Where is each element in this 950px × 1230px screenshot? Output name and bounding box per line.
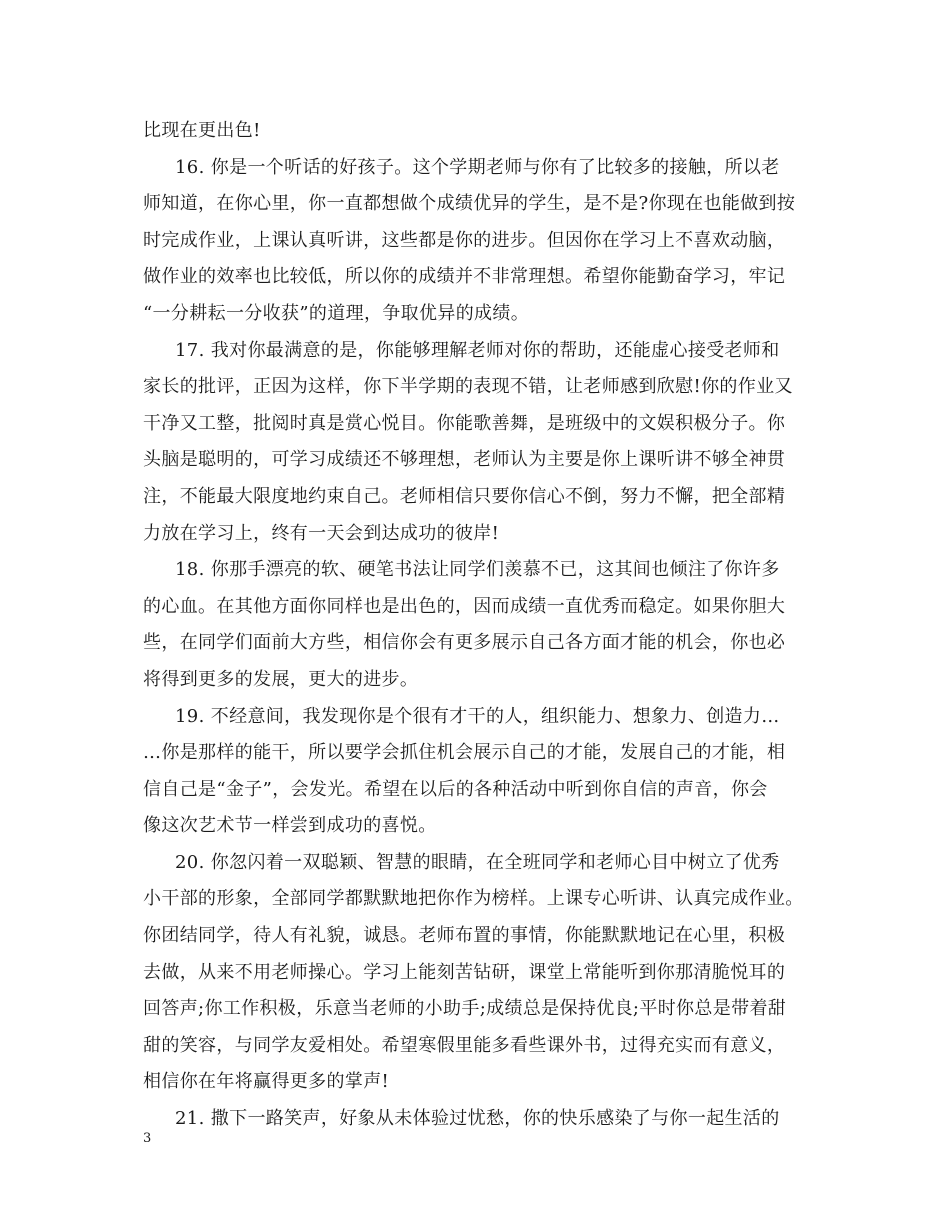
text-line: 头脑是聪明的，可学习成绩还不够理想，老师认为主要是你上课听讲不够全神贯 xyxy=(143,449,786,471)
text-line: 甜的笑容，与同学友爱相处。希望寒假里能多看些课外书，过得充实而有意义， xyxy=(143,1034,786,1056)
text-line: 比现在更出色! xyxy=(143,120,261,141)
text-line: 干净又工整，批阅时真是赏心悦目。你能歌善舞，是班级中的文娱积极分子。你 xyxy=(143,412,786,434)
text-line: “一分耕耘一分收获”的道理，争取优异的成绩。 xyxy=(143,302,530,324)
paragraph-start-16: 16. 你是一个听话的好孩子。这个学期老师与你有了比较多的接触，所以老 xyxy=(175,156,780,178)
text-line: 回答声;你工作积极，乐意当老师的小助手;成绩总是保持优良;平时你总是带着甜 xyxy=(143,998,787,1020)
text-line: 去做，从来不用老师操心。学习上能刻苦钻研，课堂上常能听到你那清脆悦耳的 xyxy=(143,961,786,983)
text-line: 家长的批评，正因为这样，你下半学期的表现不错，让老师感到欣慰!你的作业又 xyxy=(143,376,793,398)
paragraph-start-18: 18. 你那手漂亮的软、硬笔书法让同学们羡慕不已，这其间也倾注了你许多 xyxy=(175,559,780,581)
paragraph-start-17: 17. 我对你最满意的是，你能够理解老师对你的帮助，还能虚心接受老师和 xyxy=(175,339,780,361)
paragraph-start-20: 20. 你忽闪着一双聪颖、智慧的眼睛，在全班同学和老师心目中树立了优秀 xyxy=(175,851,780,873)
text-line: 的心血。在其他方面你同样也是出色的，因而成绩一直优秀而稳定。如果你胆大 xyxy=(143,595,786,617)
text-line: …你是那样的能干，所以要学会抓住机会展示自己的才能，发展自己的才能，相 xyxy=(143,742,786,764)
page-number: 3 xyxy=(143,1131,152,1146)
text-line: 小干部的形象，全部同学都默默地把你作为榜样。上课专心听讲、认真完成作业。 xyxy=(143,888,804,910)
text-line: 信自己是“金子”，会发光。希望在以后的各种活动中听到你自信的声音，你会 xyxy=(143,778,768,800)
text-line: 师知道，在你心里，你一直都想做个成绩优异的学生，是不是?你现在也能做到按 xyxy=(143,193,796,215)
text-line: 注，不能最大限度地约束自己。老师相信只要你信心不倒，努力不懈，把全部精 xyxy=(143,485,786,507)
text-line: 将得到更多的发展，更大的进步。 xyxy=(143,668,419,690)
body-text xyxy=(143,113,823,1138)
paragraph-start-19: 19. 不经意间，我发现你是个很有才干的人，组织能力、想象力、创造力… xyxy=(175,705,780,727)
text-line: 时完成作业，上课认真听讲，这些都是你的进步。但因你在学习上不喜欢动脑， xyxy=(143,229,786,251)
text-line: 做作业的效率也比较低，所以你的成绩并不非常理想。希望你能勤奋学习，牢记 xyxy=(143,266,786,288)
text-line: 力放在学习上，终有一天会到达成功的彼岸! xyxy=(143,522,500,544)
text-line: 相信你在年将赢得更多的掌声! xyxy=(143,1071,390,1093)
paragraph-start-21: 21. 撒下一路笑声，好象从未体验过忧愁，你的快乐感染了与你一起生活的 xyxy=(175,1108,780,1130)
text-line: 你团结同学，待人有礼貌，诚恳。老师布置的事情，你能默默地记在心里，积极 xyxy=(143,925,786,947)
text-line: 像这次艺术节一样尝到成功的喜悦。 xyxy=(143,815,437,837)
text-line: 些，在同学们面前大方些，相信你会有更多展示自己各方面才能的机会，你也必 xyxy=(143,632,786,654)
